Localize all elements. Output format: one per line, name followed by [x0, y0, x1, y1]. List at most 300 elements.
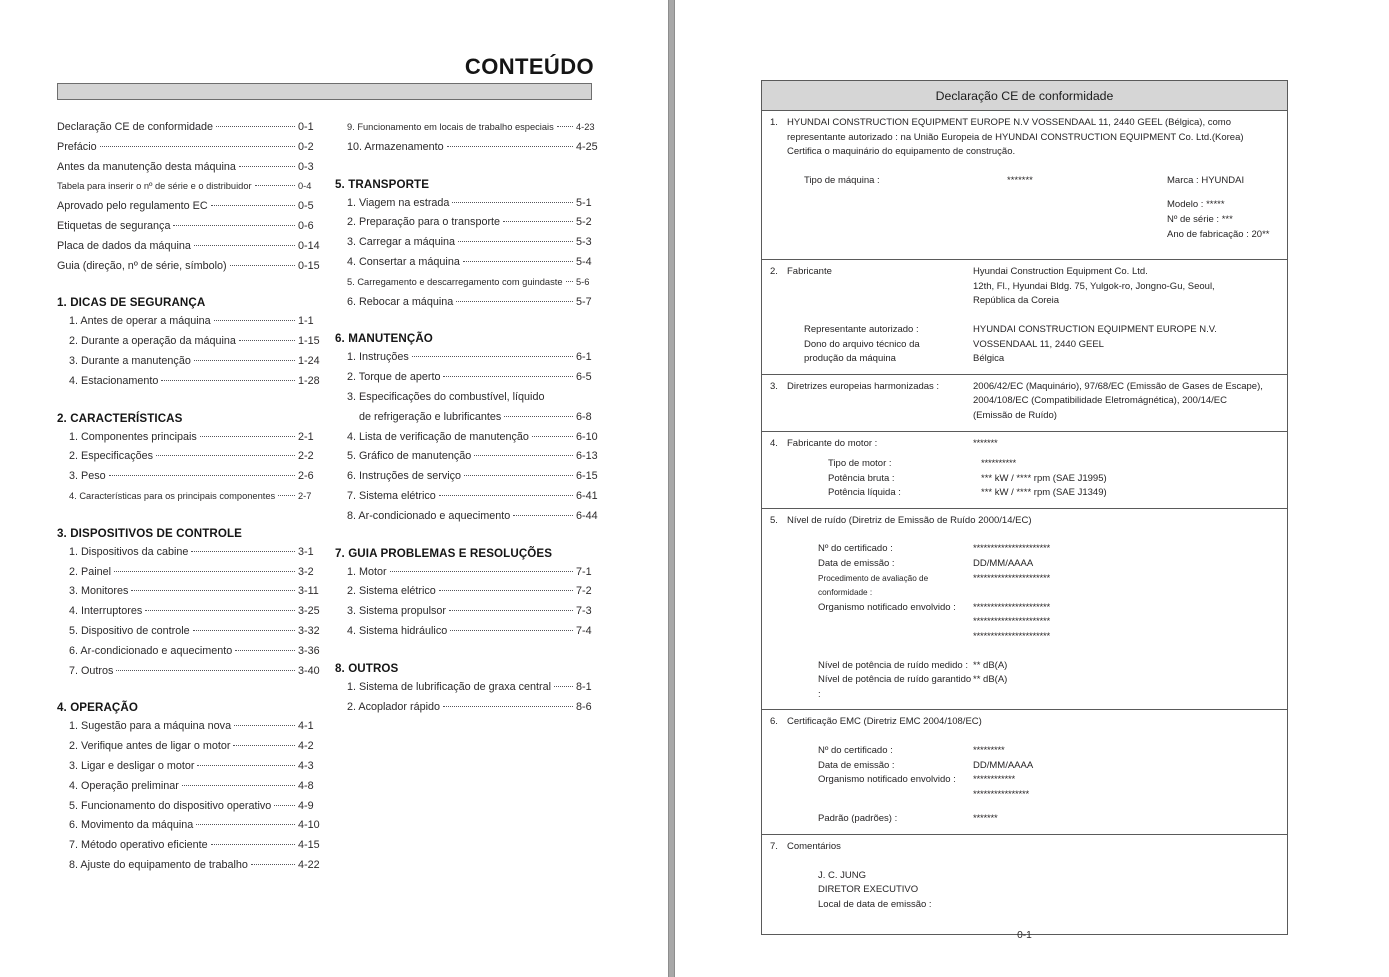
ce-engine-maker-title: Fabricante do motor :	[787, 437, 878, 449]
toc-dot-leader	[557, 126, 573, 127]
ce-emc-date-label: Data de emissão :	[818, 759, 895, 771]
toc-entry[interactable]	[57, 717, 324, 737]
toc-entry[interactable]	[57, 312, 324, 332]
toc-entry-label: 4. Interruptores	[69, 605, 143, 618]
toc-column-left	[57, 118, 324, 876]
toc-entry-page-number: 5-2	[576, 216, 592, 229]
toc-entry-label: 6. Instruções de serviço	[347, 470, 462, 483]
toc-dot-leader	[109, 475, 295, 476]
toc-entry-page-number: 2-1	[298, 430, 314, 443]
toc-dot-leader	[200, 436, 295, 437]
ce-noise-procedure-row	[770, 572, 1279, 601]
toc-entry[interactable]	[335, 447, 602, 467]
ce-representative-label-1: Representante autorizado :	[804, 323, 919, 335]
toc-entry-page-number: 1-15	[298, 335, 320, 348]
ce-brand-value: HYUNDAI	[1201, 174, 1245, 186]
toc-entry-label: 1. Motor	[347, 565, 387, 578]
ce-representative-value-2: VOSSENDAAL 11, 2440 GEEL	[973, 338, 1104, 350]
toc-entry-page-number: 0-15	[298, 259, 320, 272]
toc-entry-label: Tabela para inserir o nº de série e o distribuidor	[57, 181, 252, 192]
toc-entry-label: 3. Ligar e desligar o motor	[69, 759, 195, 772]
toc-entry[interactable]	[57, 197, 324, 217]
toc-entry[interactable]	[57, 138, 324, 158]
toc-entry[interactable]	[335, 428, 602, 448]
toc-entry[interactable]	[57, 487, 324, 507]
toc-dot-leader	[274, 805, 295, 806]
toc-entry[interactable]	[57, 352, 324, 372]
ce-noise-body-row-2	[770, 615, 1279, 630]
toc-entry-label: Aprovado pelo regulamento EC	[57, 200, 208, 213]
toc-entry-label: 1. Sugestão para a máquina nova	[69, 720, 232, 733]
toc-dot-leader	[145, 610, 295, 611]
toc-dot-leader	[439, 495, 573, 496]
toc-entry-page-number: 0-5	[298, 200, 314, 213]
toc-dot-leader	[450, 630, 573, 631]
toc-entry-page-number: 2-6	[298, 470, 314, 483]
toc-entry-page-number: 3-32	[298, 624, 320, 637]
page-title: CONTEÚDO	[464, 54, 594, 79]
toc-dot-leader	[234, 725, 295, 726]
toc-section-heading: 3. DISPOSITIVOS DE CONTROLE	[57, 526, 243, 540]
toc-dot-leader	[235, 650, 295, 651]
toc-entry[interactable]	[57, 816, 324, 836]
ce-row-2-number: 2.	[770, 266, 778, 278]
ce-noise-body-row	[770, 601, 1279, 616]
toc-entry-page-number: 7-1	[576, 565, 592, 578]
toc-entry-label: 2. Especificações	[69, 450, 154, 463]
toc-columns	[57, 118, 602, 876]
ce-noise-measured-row	[770, 659, 1279, 674]
ce-noise-body-value-3: **********************	[973, 631, 1050, 643]
toc-entry-label: Declaração CE de conformidade	[57, 121, 214, 133]
toc-section-heading: 1. DICAS DE SEGURANÇA	[57, 296, 206, 310]
toc-entry-page-number: 0-1	[298, 121, 314, 133]
toc-dot-leader	[161, 380, 295, 381]
toc-entry-label: 4. Consertar a máquina	[347, 255, 460, 268]
toc-entry-page-number: 6-10	[576, 430, 598, 443]
ce-signatory-name: J. C. JUNG	[818, 869, 867, 881]
toc-entry[interactable]	[335, 622, 602, 642]
ce-row-1-paragraph-line-2: representante autorizado : na União Europeia de HYUNDAI CONSTRUCTION EQUIPMENT Co. Ltd.(Korea)	[787, 131, 1244, 143]
toc-entry-label: Prefácio	[57, 140, 97, 153]
toc-entry[interactable]	[57, 372, 324, 392]
toc-entry-label: 1. Instruções	[347, 351, 409, 364]
toc-entry-label: Etiquetas de segurança	[57, 219, 171, 232]
ce-noise-guaranteed-label: Nível de potência de ruído garantido :	[818, 674, 972, 700]
ce-serial-label-value	[1167, 213, 1233, 228]
ce-emc-title: Certificação EMC (Diretriz EMC 2004/108/EC)	[787, 716, 982, 728]
toc-entry-page-number: 4-10	[298, 819, 320, 832]
ce-noise-cert-label: Nº do certificado :	[818, 543, 893, 555]
toc-entry-page-number: 4-8	[298, 779, 314, 792]
toc-entry[interactable]	[57, 856, 324, 876]
toc-dot-leader	[504, 416, 573, 417]
toc-entry-label: 6. Ar-condicionado e aquecimento	[69, 644, 233, 657]
toc-dot-leader	[230, 265, 295, 266]
toc-dot-leader	[211, 844, 295, 845]
ce-row-1-number: 1.	[770, 117, 778, 128]
ce-emc-date-row	[770, 759, 1279, 774]
toc-entry-label: 7. Método operativo eficiente	[69, 839, 208, 852]
toc-entry-label: 4. Operação preliminar	[69, 779, 179, 792]
ce-serial-label: Nº de série :	[1167, 213, 1220, 225]
ce-table-caption: Declaração CE de conformidade	[762, 81, 1287, 111]
ce-row-4-number: 4.	[770, 437, 778, 449]
ce-directives-label	[770, 380, 973, 395]
ce-serial-value: ***	[1221, 213, 1233, 225]
toc-dot-leader	[196, 824, 295, 825]
toc-entry-page-number: 3-36	[298, 644, 320, 657]
toc-entry-label: 3. Durante a manutenção	[69, 354, 191, 367]
toc-entry[interactable]	[335, 118, 602, 138]
toc-entry-page-number: 8-6	[576, 700, 592, 713]
toc-entry-label: 8. Ajuste do equipamento de trabalho	[69, 858, 248, 871]
ce-row-2	[762, 260, 1287, 375]
toc-dot-leader	[390, 571, 573, 572]
ce-issue-place-label: Local de data de emissão :	[818, 898, 932, 910]
toc-section-heading: 8. OUTROS	[335, 661, 399, 675]
ce-engine-type-row	[770, 457, 1279, 472]
toc-entry-label: 6. Rebocar a máquina	[347, 295, 454, 308]
toc-dot-leader	[239, 166, 295, 167]
ce-row-5	[762, 509, 1287, 711]
toc-dot-leader	[443, 706, 573, 707]
toc-dot-leader	[193, 630, 295, 631]
toc-section-heading: 7. GUIA PROBLEMAS E RESOLUÇÕES	[335, 546, 553, 560]
toc-entry-page-number: 4-2	[298, 740, 314, 753]
ce-manufacturer-line-1: Hyundai Construction Equipment Co. Ltd.	[973, 266, 1148, 278]
toc-section-heading: 4. OPERAÇÃO	[57, 701, 138, 715]
toc-entry[interactable]	[335, 602, 602, 622]
toc-entry[interactable]	[57, 467, 324, 487]
toc-entry-label: 2. Sistema elétrico	[347, 585, 436, 598]
toc-entry-page-number: 4-3	[298, 759, 314, 772]
toc-entry[interactable]	[57, 257, 324, 277]
toc-entry[interactable]	[335, 348, 602, 368]
ce-year-label: Ano de fabricação :	[1167, 228, 1249, 240]
toc-dot-leader	[173, 225, 295, 226]
toc-entry[interactable]	[335, 698, 602, 718]
toc-entry-label: 2. Preparação para o transporte	[347, 216, 501, 229]
toc-entry-page-number: 3-2	[298, 565, 314, 578]
ce-representative-value-1: HYUNDAI CONSTRUCTION EQUIPMENT EUROPE N.V.	[973, 323, 1217, 335]
toc-entry[interactable]	[57, 158, 324, 178]
ce-representative-label-2: Dono do arquivo técnico da	[804, 338, 920, 350]
toc-entry[interactable]	[57, 237, 324, 257]
ce-noise-body-row-3	[770, 630, 1279, 645]
toc-entry-page-number: 0-6	[298, 219, 314, 232]
toc-entry-page-number: 4-1	[298, 720, 314, 733]
toc-dot-leader	[239, 340, 295, 341]
ce-emc-body-value-2: ****************	[973, 788, 1029, 800]
ce-directives-row-3	[770, 409, 1279, 424]
ce-manufacturer-title: Fabricante	[787, 266, 832, 278]
toc-entry-page-number: 7-4	[576, 624, 592, 637]
ce-directives-row-1	[770, 380, 1279, 395]
toc-entry-label: 4. Lista de verificação de manutenção	[347, 430, 529, 443]
toc-entry-label: 1. Viagem na estrada	[347, 196, 450, 209]
toc-entry[interactable]	[57, 836, 324, 856]
ce-model-value: *****	[1206, 199, 1225, 211]
toc-dot-leader	[566, 281, 574, 282]
ce-representative-label-3: produção da máquina	[804, 353, 896, 365]
ce-noise-date-row	[770, 557, 1279, 572]
toc-entry[interactable]	[57, 582, 324, 602]
ce-model-label: Modelo :	[1167, 199, 1204, 211]
toc-dot-leader	[194, 360, 295, 361]
toc-entry-label: 3. Especificações do combustível, líquido	[347, 390, 545, 403]
toc-dot-leader	[216, 126, 295, 127]
toc-entry[interactable]	[57, 177, 324, 197]
ce-engine-maker-value: *******	[973, 437, 998, 449]
toc-entry-label: 3. Peso	[69, 470, 106, 483]
toc-entry[interactable]	[335, 194, 602, 214]
toc-entry-label: Antes da manutenção desta máquina	[57, 160, 236, 173]
toc-entry[interactable]	[335, 507, 602, 527]
toc-entry-label: 4. Estacionamento	[69, 374, 159, 387]
ce-manufacturer-row-2	[770, 280, 1279, 295]
toc-entry[interactable]	[57, 622, 324, 642]
ce-machine-type-label: Tipo de máquina :	[804, 174, 880, 186]
toc-entry[interactable]	[335, 408, 602, 428]
ce-emc-body-label: Organismo notificado envolvido :	[818, 774, 956, 786]
ce-engine-type-value: **********	[981, 458, 1016, 470]
ce-row-3	[762, 375, 1287, 432]
toc-dot-leader	[458, 241, 573, 242]
toc-dot-leader	[156, 455, 295, 456]
toc-entry[interactable]	[57, 797, 324, 817]
toc-dot-leader	[100, 146, 295, 147]
ce-net-power-label: Potência líquida :	[828, 487, 901, 499]
ce-noise-procedure-label: Procedimento de avaliação de conformidade :	[818, 573, 929, 598]
toc-entry[interactable]	[57, 737, 324, 757]
ce-noise-date-label: Data de emissão :	[818, 558, 895, 570]
ce-row-1-paragraph-line-3: Certifica o maquinário do equipamento de construção.	[787, 146, 1016, 158]
toc-entry-page-number: 1-24	[298, 354, 320, 367]
toc-entry[interactable]	[335, 582, 602, 602]
title-rule-bar	[57, 83, 592, 100]
toc-entry[interactable]	[335, 467, 602, 487]
toc-entry-label: Placa de dados da máquina	[57, 239, 191, 252]
ce-row-4	[762, 432, 1287, 509]
ce-model-row	[770, 198, 1279, 213]
ce-gross-power-label: Potência bruta :	[828, 472, 895, 484]
toc-entry[interactable]	[335, 233, 602, 253]
toc-entry-page-number: 3-40	[298, 664, 320, 677]
toc-entry[interactable]	[57, 757, 324, 777]
toc-dot-leader	[412, 356, 573, 357]
ce-emc-body-value-1: ************	[973, 774, 1015, 786]
toc-entry-page-number: 1-1	[298, 315, 314, 328]
ce-declaration-table	[761, 80, 1288, 935]
ce-emc-body-row	[770, 773, 1279, 788]
ce-year-value: 20**	[1251, 228, 1270, 240]
ce-machine-type-value: *******	[1007, 174, 1033, 186]
toc-entry-label: 1. Antes de operar a máquina	[69, 315, 211, 328]
toc-entry-label: 8. Ar-condicionado e aquecimento	[347, 509, 511, 522]
ce-noise-cert-row	[770, 542, 1279, 557]
toc-dot-leader	[191, 551, 295, 552]
toc-entry[interactable]	[335, 388, 602, 408]
toc-entry-page-number: 0-14	[298, 239, 320, 252]
ce-emc-cert-value: *********	[973, 745, 1005, 756]
ce-gross-power-value: *** kW / **** rpm (SAE J1995)	[981, 472, 1107, 484]
toc-entry[interactable]	[57, 332, 324, 352]
toc-entry-label: 5. Funcionamento do dispositivo operativo	[69, 799, 272, 812]
toc-entry-page-number: 6-1	[576, 351, 592, 364]
ce-representative-row-2	[770, 338, 1279, 353]
ce-noise-title: Nível de ruído (Diretriz de Emissão de Ruído 2000/14/EC)	[787, 514, 1032, 526]
toc-entry-label: Guia (direção, nº de série, símbolo)	[57, 259, 227, 272]
toc-entry[interactable]	[57, 563, 324, 583]
toc-entry-label: 5. Carregamento e descarregamento com guindaste	[347, 276, 563, 287]
ce-year-row	[770, 228, 1279, 243]
ce-directives-value-2: 2004/108/EC (Compatibilidade Eletromágnética), 200/14/EC	[973, 395, 1228, 407]
toc-dot-leader	[211, 205, 295, 206]
ce-brand-label: Marca :	[1167, 174, 1199, 186]
toc-entry-page-number: 5-7	[576, 295, 592, 308]
ce-manufacturer-label	[770, 265, 973, 280]
toc-dot-leader	[452, 202, 573, 203]
toc-entry-label: 4. Características para os principais componentes	[69, 490, 276, 501]
toc-dot-leader	[251, 864, 295, 865]
toc-dot-leader	[443, 376, 573, 377]
toc-entry-page-number: 0-4	[298, 181, 312, 192]
ce-noise-body-label: Organismo notificado envolvido :	[818, 601, 956, 613]
toc-entry[interactable]	[335, 563, 602, 583]
ce-emc-standard-value: *******	[973, 813, 998, 825]
ce-emc-standard-label: Padrão (padrões) :	[818, 813, 898, 825]
toc-dot-leader	[464, 475, 573, 476]
toc-entry[interactable]	[57, 642, 324, 662]
toc-entry[interactable]	[57, 662, 324, 682]
toc-entry[interactable]	[57, 428, 324, 448]
ce-comments-title: Comentários	[787, 840, 841, 852]
toc-entry-page-number: 4-25	[576, 140, 598, 153]
ce-engine-type-label: Tipo de motor :	[828, 458, 892, 470]
toc-dot-leader	[449, 610, 573, 611]
toc-entry-label: de refrigeração e lubrificantes	[359, 410, 502, 423]
ce-net-power-value: *** kW / **** rpm (SAE J1349)	[981, 487, 1107, 499]
ce-noise-guaranteed-row	[770, 673, 1279, 702]
ce-emc-standard-row	[770, 812, 1279, 827]
toc-entry-label: 7. Outros	[69, 664, 114, 677]
ce-year-label-value	[1167, 228, 1269, 243]
ce-row-6	[762, 710, 1287, 835]
toc-entry[interactable]	[57, 118, 324, 138]
toc-entry-label: 2. Torque de aperto	[347, 371, 441, 384]
toc-entry[interactable]	[57, 217, 324, 237]
toc-entry-page-number: 4-22	[298, 858, 320, 871]
toc-entry-label: 1. Dispositivos da cabine	[69, 545, 189, 558]
ce-row-3-number: 3.	[770, 380, 778, 392]
toc-entry-page-number: 4-15	[298, 839, 320, 852]
toc-entry-label: 9. Funcionamento em locais de trabalho especiais	[347, 122, 554, 132]
ce-representative-value-3: Bélgica	[973, 353, 1005, 365]
toc-entry-page-number: 5-3	[576, 236, 592, 249]
toc-entry-page-number: 3-11	[298, 585, 319, 598]
ce-manufacturer-line-2: 12th, Fl., Hyundai Bldg. 75, Yulgok-ro, Jongno-Gu, Seoul,	[973, 280, 1215, 292]
toc-entry-page-number: 3-25	[298, 605, 320, 618]
toc-entry-page-number: 2-7	[298, 490, 312, 501]
ce-manufacturer-line-3: República da Coreia	[973, 295, 1060, 307]
toc-dot-leader	[182, 785, 295, 786]
ce-manufacturer-row-3	[770, 294, 1279, 309]
ce-noise-measured-value: ** dB(A)	[973, 659, 1008, 671]
ce-manufacturer-row	[770, 265, 1279, 280]
toc-section-heading: 5. TRANSPORTE	[335, 177, 430, 191]
toc-entry-page-number: 7-2	[576, 585, 592, 598]
toc-entry-page-number: 6-13	[576, 450, 598, 463]
toc-entry-page-number: 6-5	[576, 371, 592, 384]
ce-gross-power-row	[770, 472, 1279, 487]
ce-row-7-number: 7.	[770, 840, 778, 852]
toc-dot-leader	[255, 185, 295, 186]
toc-dot-leader	[114, 571, 295, 572]
toc-entry[interactable]	[335, 253, 602, 273]
toc-entry-page-number: 8-1	[576, 680, 592, 693]
toc-section-heading: 2. CARACTERÍSTICAS	[57, 411, 183, 425]
toc-entry-label: 10. Armazenamento	[347, 140, 444, 153]
toc-dot-leader	[554, 686, 573, 687]
ce-serial-row	[770, 213, 1279, 228]
toc-entry[interactable]	[335, 678, 602, 698]
toc-entry[interactable]	[57, 602, 324, 622]
toc-dot-leader	[503, 221, 573, 222]
ce-row-1-paragraph-line-1: HYUNDAI CONSTRUCTION EQUIPMENT EUROPE N.V VOSSENDAAL 11, 2440 GEEL (Bélgica), como	[787, 117, 1231, 128]
ce-directives-value-1: 2006/42/EC (Maquinário), 97/68/EC (Emissão de Gases de Escape),	[973, 380, 1263, 392]
toc-entry-page-number: 3-1	[298, 545, 314, 558]
toc-entry-label: 5. Gráfico de manutenção	[347, 450, 472, 463]
toc-entry-label: 1. Sistema de lubrificação de graxa central	[347, 680, 552, 693]
toc-entry-page-number: 5-4	[576, 255, 592, 268]
toc-entry[interactable]	[335, 138, 602, 158]
toc-entry[interactable]	[57, 777, 324, 797]
toc-entry[interactable]	[335, 293, 602, 313]
ce-representative-row-3	[770, 352, 1279, 367]
ce-noise-body-value-2: **********************	[973, 616, 1050, 628]
toc-entry[interactable]	[335, 368, 602, 388]
ce-machine-type-row	[770, 174, 1279, 189]
ce-emc-cert-row	[770, 744, 1279, 759]
right-page-ce-declaration	[673, 0, 1389, 977]
ce-net-power-row	[770, 486, 1279, 501]
toc-entry-label: 3. Carregar a máquina	[347, 236, 456, 249]
toc-dot-leader	[116, 670, 295, 671]
left-page-table-of-contents	[0, 0, 668, 977]
toc-entry-label: 4. Sistema hidráulico	[347, 624, 448, 637]
toc-entry-label: 2. Acoplador rápido	[347, 700, 441, 713]
toc-entry-label: 3. Sistema propulsor	[347, 605, 447, 618]
toc-entry-page-number: 6-41	[576, 489, 598, 502]
toc-dot-leader	[197, 765, 295, 766]
toc-entry[interactable]	[335, 213, 602, 233]
toc-entry[interactable]	[57, 543, 324, 563]
ce-engine-maker-label	[770, 437, 973, 452]
toc-entry-page-number: 0-2	[298, 140, 314, 153]
toc-entry[interactable]	[335, 487, 602, 507]
toc-entry-page-number: 4-23	[576, 122, 595, 132]
toc-entry[interactable]	[57, 447, 324, 467]
ce-row-6-number: 6.	[770, 716, 778, 728]
toc-entry[interactable]	[335, 273, 602, 293]
toc-dot-leader	[439, 590, 573, 591]
toc-entry-page-number: 4-9	[298, 799, 314, 812]
ce-noise-cert-value: **********************	[973, 543, 1050, 555]
toc-dot-leader	[456, 301, 573, 302]
toc-entry-label: 6. Movimento da máquina	[69, 819, 194, 832]
ce-row-1	[762, 111, 1287, 260]
